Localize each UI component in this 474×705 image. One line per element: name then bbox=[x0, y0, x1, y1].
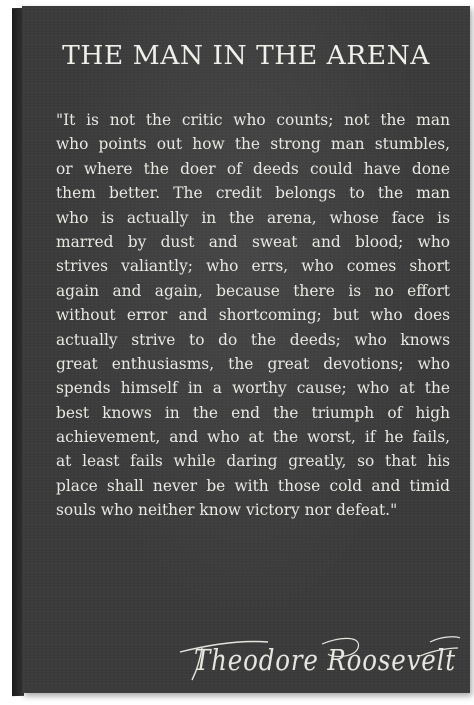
quote-line: spends himself in a worthy cause; who at the bbox=[56, 379, 450, 398]
quote-line: without error and shortcoming; but who does bbox=[56, 306, 450, 325]
quote-line: best knows in the end the triumph of high bbox=[56, 403, 450, 422]
quote-line: again and again, because there is no effort bbox=[56, 281, 450, 300]
signature-text: Theodore Roosevelt bbox=[194, 643, 456, 677]
quote-line: or where the doer of deeds could have done bbox=[56, 159, 450, 178]
quote-line: them better. The credit belongs to the man bbox=[56, 184, 450, 203]
quote-line: at least fails while daring greatly, so that his bbox=[56, 452, 450, 471]
quote-line: actually strive to do the deeds; who knows bbox=[56, 330, 450, 349]
quote-line: strives valiantly; who errs, who comes short bbox=[56, 257, 450, 276]
quote-line: "It is not the critic who counts; not the man bbox=[56, 111, 450, 129]
signature bbox=[172, 618, 462, 688]
quote-line: place shall never be with those cold and timid bbox=[56, 476, 450, 495]
quote-line: great enthusiasms, the great devotions; who bbox=[56, 354, 450, 373]
quote-line: who is actually in the arena, whose face is bbox=[56, 208, 450, 227]
quote-line: who points out how the strong man stumbles, bbox=[56, 135, 450, 154]
quote-line: achievement, and who at the worst, if he fails, bbox=[56, 428, 450, 447]
poster-title: THE MAN IN THE ARENA bbox=[62, 40, 430, 71]
quote-line: marred by dust and sweat and blood; who bbox=[56, 232, 450, 251]
signature-graphic bbox=[172, 618, 462, 688]
quote-line: souls who neither know victory nor defeat." bbox=[56, 501, 398, 520]
quote-text bbox=[56, 108, 450, 523]
canvas-face bbox=[22, 6, 470, 693]
